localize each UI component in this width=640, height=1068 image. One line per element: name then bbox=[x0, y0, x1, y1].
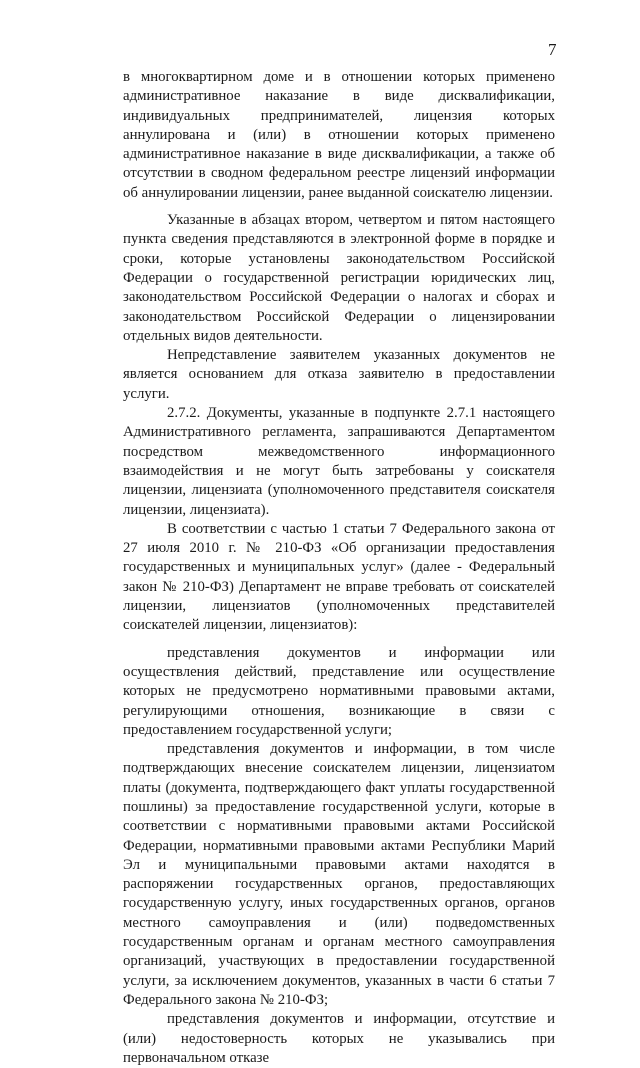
paragraph: Указанные в абзацах втором, четвертом и пятом настоящего пункта сведения представляются в электронной форме в порядке и сроки, которые установлены законодательством Российской Федерации о государственной регистрации юридических лиц, законодательством Российской Федерации о налогах и сборах и законодательством Российской Федерации о лицензировании отдельных видов деятельности. bbox=[123, 212, 555, 344]
paragraph: представления документов и информации, отсутствие и (или) недостоверность которых не указывались при первоначальном отказе bbox=[123, 1011, 555, 1066]
paragraph: представления документов и информации, в том числе подтверждающих внесение соискателем лицензии, лицензиатом платы (документа, подтверждающего факт уплаты государственной пошлины) за предоставление государственной услуги, которые в соответствии с нормативными правовыми актами Российской Федерации, нормативными правовыми актами Республики Марий Эл и муниципальными правовыми актами находятся в распоряжении государственных органов, предоставляющих государственную услугу, иных государственных органов, органов местного самоуправления и (или) подведомственных государственным органам и органам местного самоуправления организаций, участвующих в предоставлении государственной услуги, за исключением документов, указанных в части 6 статьи 7 Федерального закона № 210-ФЗ; bbox=[123, 741, 555, 1008]
document-body bbox=[123, 68, 555, 1068]
paragraph: представления документов и информации или осуществления действий, представление или осуществление которых не предусмотрено нормативными правовыми актами, регулирующими отношения, возникающие в связи с предоставлением государственной услуги; bbox=[123, 644, 555, 738]
paragraph: В соответствии с частью 1 статьи 7 Федерального закона от 27 июля 2010 г. № 210-ФЗ «Об организации предоставления государственных и муниципальных услуг» (далее - Федеральный закон № 210-ФЗ) Департамент не вправе требовать от соискателей лицензии, лицензиатов (уполномоченных представителей соискателей лицензии, лицензиатов): bbox=[123, 520, 555, 634]
paragraph: Непредставление заявителем указанных документов не является основанием для отказа заявителю в предоставлении услуги. bbox=[123, 347, 555, 402]
paragraph: 2.7.2. Документы, указанные в подпункте 2.7.1 настоящего Административного регламента, запрашиваются Департаментом посредством межведомственного информационного взаимодействия и не могут быть затребованы у соискателя лицензии, лицензиата (уполномоченного представителя соискателя лицензии, лицензиата). bbox=[123, 405, 555, 518]
paragraph-continuation: в многоквартирном доме и в отношении которых применено административное наказание в виде дисквалификации, индивидуальных предпринимателей, лицензия которых аннулирована и (или) в отношении которых применено административное наказание в виде дисквалификации, а также об отсутствии в сводном федеральном реестре лицензий информации об аннулировании лицензии, ранее выданной соискателю лицензии. bbox=[123, 69, 555, 201]
page-number: 7 bbox=[548, 40, 557, 59]
